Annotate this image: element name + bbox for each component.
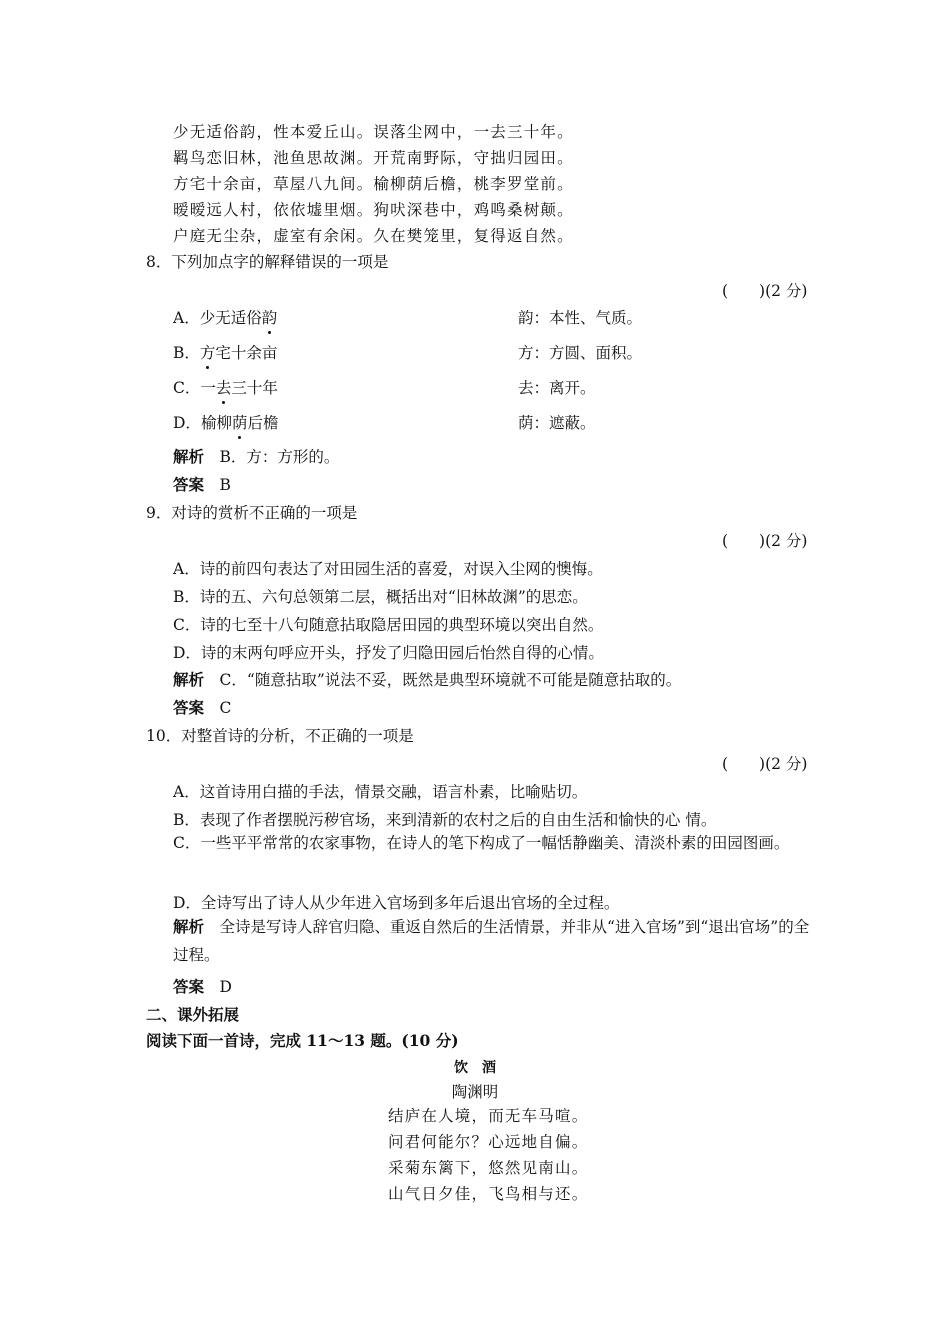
q8-option-a-explain: 韵：本性、气质。 bbox=[518, 309, 643, 327]
poem-line: 问君何能尔？心远地自偏。 bbox=[388, 1133, 589, 1151]
q8-option-c: C．一去三十年 bbox=[173, 376, 278, 398]
q9-analysis: 解析 C．“随意拈取”说法不妥，既然是典型环境就不可能是随意拈取的。 bbox=[173, 670, 682, 689]
question-8-score: ( )(2 分) bbox=[722, 282, 808, 300]
q10-analysis: 解析 全诗是写诗人辞官归隐、重返自然后的生活情景，并非从“进入官场”到“退出官场”的全过程。 bbox=[173, 917, 810, 964]
q10-option-c: C．一些平平常常的农家事物，在诗人的笔下构成了一幅恬静幽美、清淡朴素的田园图画。 bbox=[173, 834, 790, 852]
emphasis-dot-char: 韵 bbox=[262, 306, 278, 328]
poem-line: 山气日夕佳，飞鸟相与还。 bbox=[388, 1185, 589, 1203]
q8-analysis: 解析 B．方：方形的。 bbox=[173, 447, 340, 466]
q8-option-b-explain: 方：方圆、面积。 bbox=[518, 344, 643, 362]
emphasis-dot-char: 方 bbox=[200, 341, 216, 363]
q8-option-c-explain: 去：离开。 bbox=[518, 379, 596, 397]
poem-line: 暧暧远人村，依依墟里烟。狗吠深巷中，鸡鸣桑树颠。 bbox=[173, 201, 574, 219]
question-10-stem: 10．对整首诗的分析，不正确的一项是 bbox=[146, 727, 414, 745]
poem-2-text bbox=[388, 1103, 588, 1207]
q8-option-b: B．方宅十余亩 bbox=[173, 341, 277, 363]
section-instruction: 阅读下面一首诗，完成 11～13 题。(10 分) bbox=[146, 1031, 459, 1050]
question-8-stem: 8．下列加点字的解释错误的一项是 bbox=[146, 253, 389, 271]
question-9-stem: 9．对诗的赏析不正确的一项是 bbox=[146, 504, 358, 522]
poem-title: 饮 酒 bbox=[454, 1060, 496, 1076]
section-heading: 二、课外拓展 bbox=[146, 1005, 240, 1024]
q8-answer: 答案 B bbox=[173, 475, 231, 494]
q8-option-d-explain: 荫：遮蔽。 bbox=[518, 414, 596, 432]
q9-option-c: C．诗的七至十八句随意拈取隐居田园的典型环境以突出自然。 bbox=[173, 616, 604, 634]
q8-option-a: A．少无适俗韵 bbox=[173, 306, 277, 328]
q8-option-d: D．榆柳荫后檐 bbox=[173, 411, 278, 433]
emphasis-dot-char: 去 bbox=[216, 376, 232, 398]
question-10-score: ( )(2 分) bbox=[722, 755, 808, 773]
poem-line: 采菊东篱下，悠然见南山。 bbox=[388, 1159, 589, 1177]
emphasis-dot-char: 荫 bbox=[232, 411, 248, 433]
poem-line: 少无适俗韵，性本爱丘山。误落尘网中，一去三十年。 bbox=[173, 123, 574, 141]
poem-author: 陶渊明 bbox=[451, 1083, 499, 1101]
q9-option-b: B．诗的五、六句总领第二层，概括出对“旧林故渊”的思恋。 bbox=[173, 588, 588, 606]
q10-option-b: B．表现了作者摆脱污秽官场，来到清新的农村之后的自由生活和愉快的心 情。 bbox=[173, 811, 717, 829]
q9-answer: 答案 C bbox=[173, 698, 232, 717]
poem-line: 结庐在人境，而无车马喧。 bbox=[388, 1107, 589, 1125]
q10-option-a: A．这首诗用白描的手法，情景交融，语言朴素，比喻贴切。 bbox=[173, 783, 588, 801]
poem-line: 户庭无尘杂，虚室有余闲。久在樊笼里，复得返自然。 bbox=[173, 227, 574, 245]
q9-option-d: D．诗的末两句呼应开头，抒发了归隐田园后怡然自得的心情。 bbox=[173, 644, 604, 662]
poem-text bbox=[173, 119, 574, 249]
poem-line: 方宅十余亩，草屋八九间。榆柳荫后檐，桃李罗堂前。 bbox=[173, 175, 574, 193]
poem-line: 羁鸟恋旧林，池鱼思故渊。开荒南野际，守拙归园田。 bbox=[173, 149, 574, 167]
q10-option-d: D．全诗写出了诗人从少年进入官场到多年后退出官场的全过程。 bbox=[173, 894, 620, 912]
q9-option-a: A．诗的前四句表达了对田园生活的喜爱，对误入尘网的懊悔。 bbox=[173, 560, 603, 578]
q10-answer: 答案 D bbox=[173, 977, 232, 996]
question-9-score: ( )(2 分) bbox=[722, 532, 808, 550]
